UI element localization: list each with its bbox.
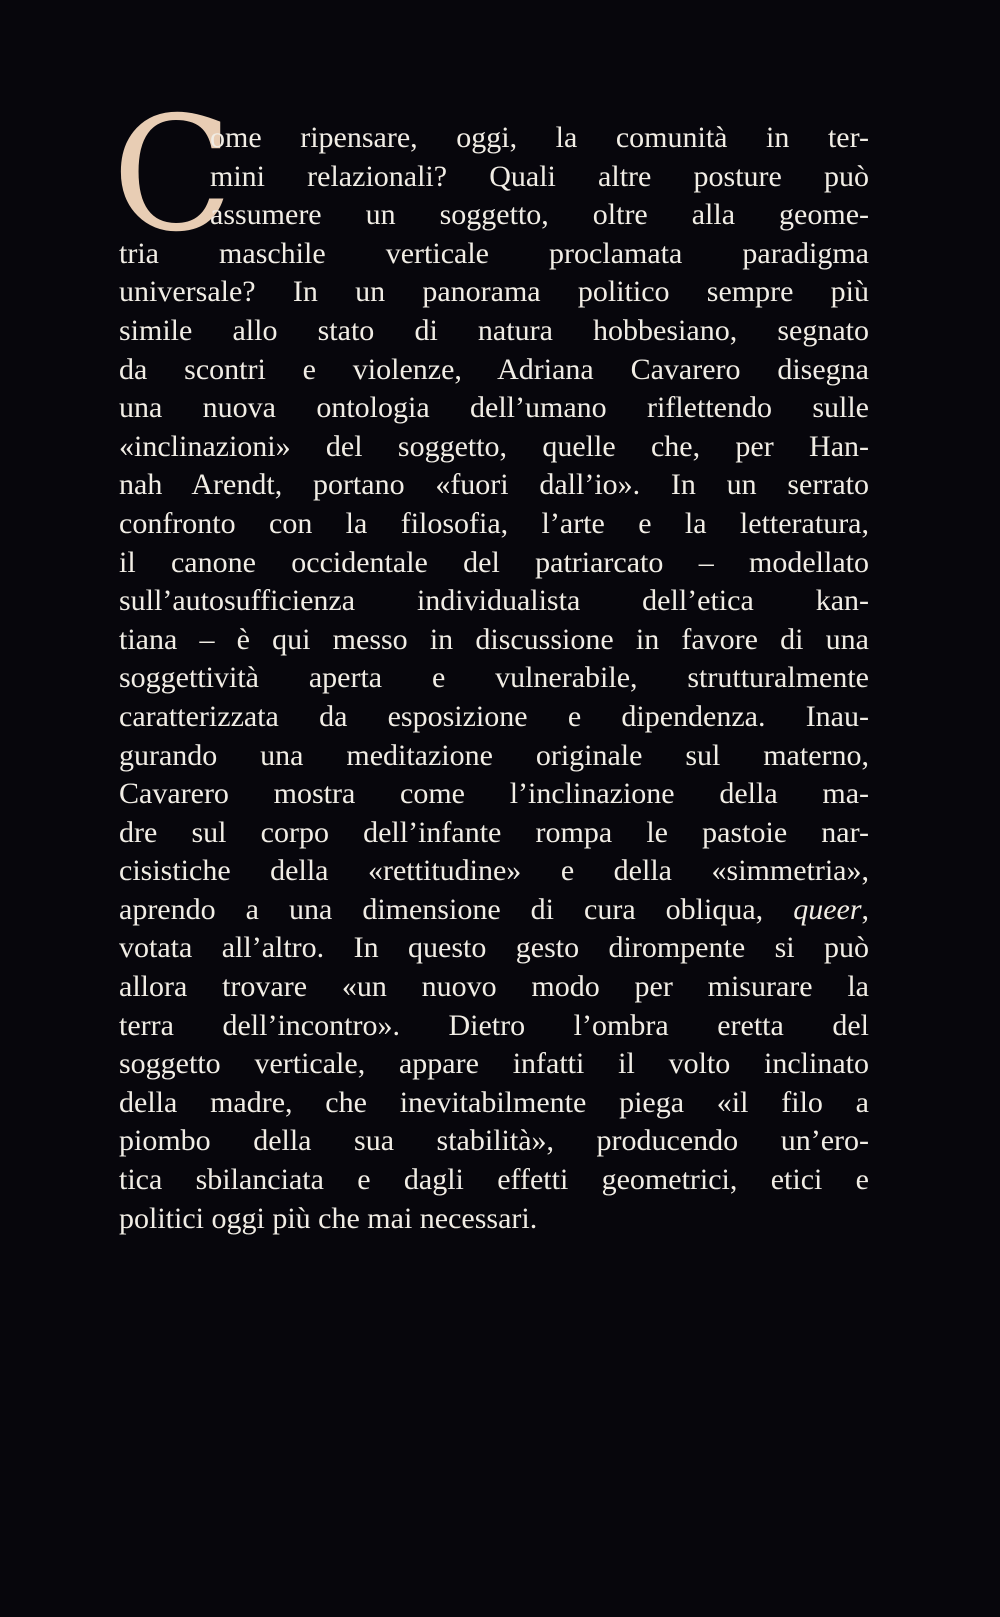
text-line: soggettività aperta e vulnerabile, strutturalmente [119,661,869,695]
text-line: assumere un soggetto, oltre alla geome- [210,198,869,232]
text-line: politici oggi più che mai necessari. [119,1201,538,1235]
text-line: tica sbilanciata e dagli effetti geometrici, etici e [119,1163,869,1197]
drop-cap: C [112,83,233,267]
text-line: universale? In un panorama politico sempre più [119,275,869,309]
blurb-text [119,119,869,1238]
text-line: gurando una meditazione originale sul materno, [119,738,869,772]
text-line: piombo della sua stabilità», producendo un’ero- [119,1124,869,1158]
text-line: dre sul corpo dell’infante rompa le pastoie nar- [119,815,869,849]
text-line: tiana – è qui messo in discussione in favore di una [119,622,869,656]
italic-word: queer [793,892,862,926]
text-line: sull’autosufficienza individualista dell’etica kan- [119,584,869,618]
text-line: nah Arendt, portano «fuori dall’io». In un serrato [119,468,869,502]
text-line: soggetto verticale, appare infatti il volto inclinato [119,1047,869,1081]
text-line: della madre, che inevitabilmente piega «il filo a [119,1085,869,1119]
text-line: confronto con la filosofia, l’arte e la letteratura, [119,506,869,540]
text-line: tria maschile verticale proclamata paradigma [119,236,869,270]
text-line: da scontri e violenze, Adriana Cavarero disegna [119,352,869,386]
text-line: il canone occidentale del patriarcato – modellato [119,545,869,579]
text-line: «inclinazioni» del soggetto, quelle che, per Han- [119,429,869,463]
text-line: caratterizzata da esposizione e dipendenza. Inau- [119,699,869,733]
text-line: Cavarero mostra come l’inclinazione della ma- [119,777,869,811]
text-line: allora trovare «un nuovo modo per misurare la [119,970,869,1004]
text-run: aprendo a una dimensione di cura obliqua, [119,892,794,926]
text-line-with-italic [119,891,869,930]
text-line: una nuova ontologia dell’umano riflettendo sulle [119,391,869,425]
text-line: ome ripensare, oggi, la comunità in ter- [210,121,869,154]
text-line: mini relazionali? Quali altre posture può [210,159,869,193]
text-line: votata all’altro. In questo gesto dirompente si può [119,931,869,965]
text-line: cisistiche della «rettitudine» e della «simmetria», [119,854,869,888]
text-run: , [861,892,869,926]
text-line: simile allo stato di natura hobbesiano, segnato [119,313,869,347]
text-line: terra dell’incontro». Dietro l’ombra eretta del [119,1008,869,1042]
